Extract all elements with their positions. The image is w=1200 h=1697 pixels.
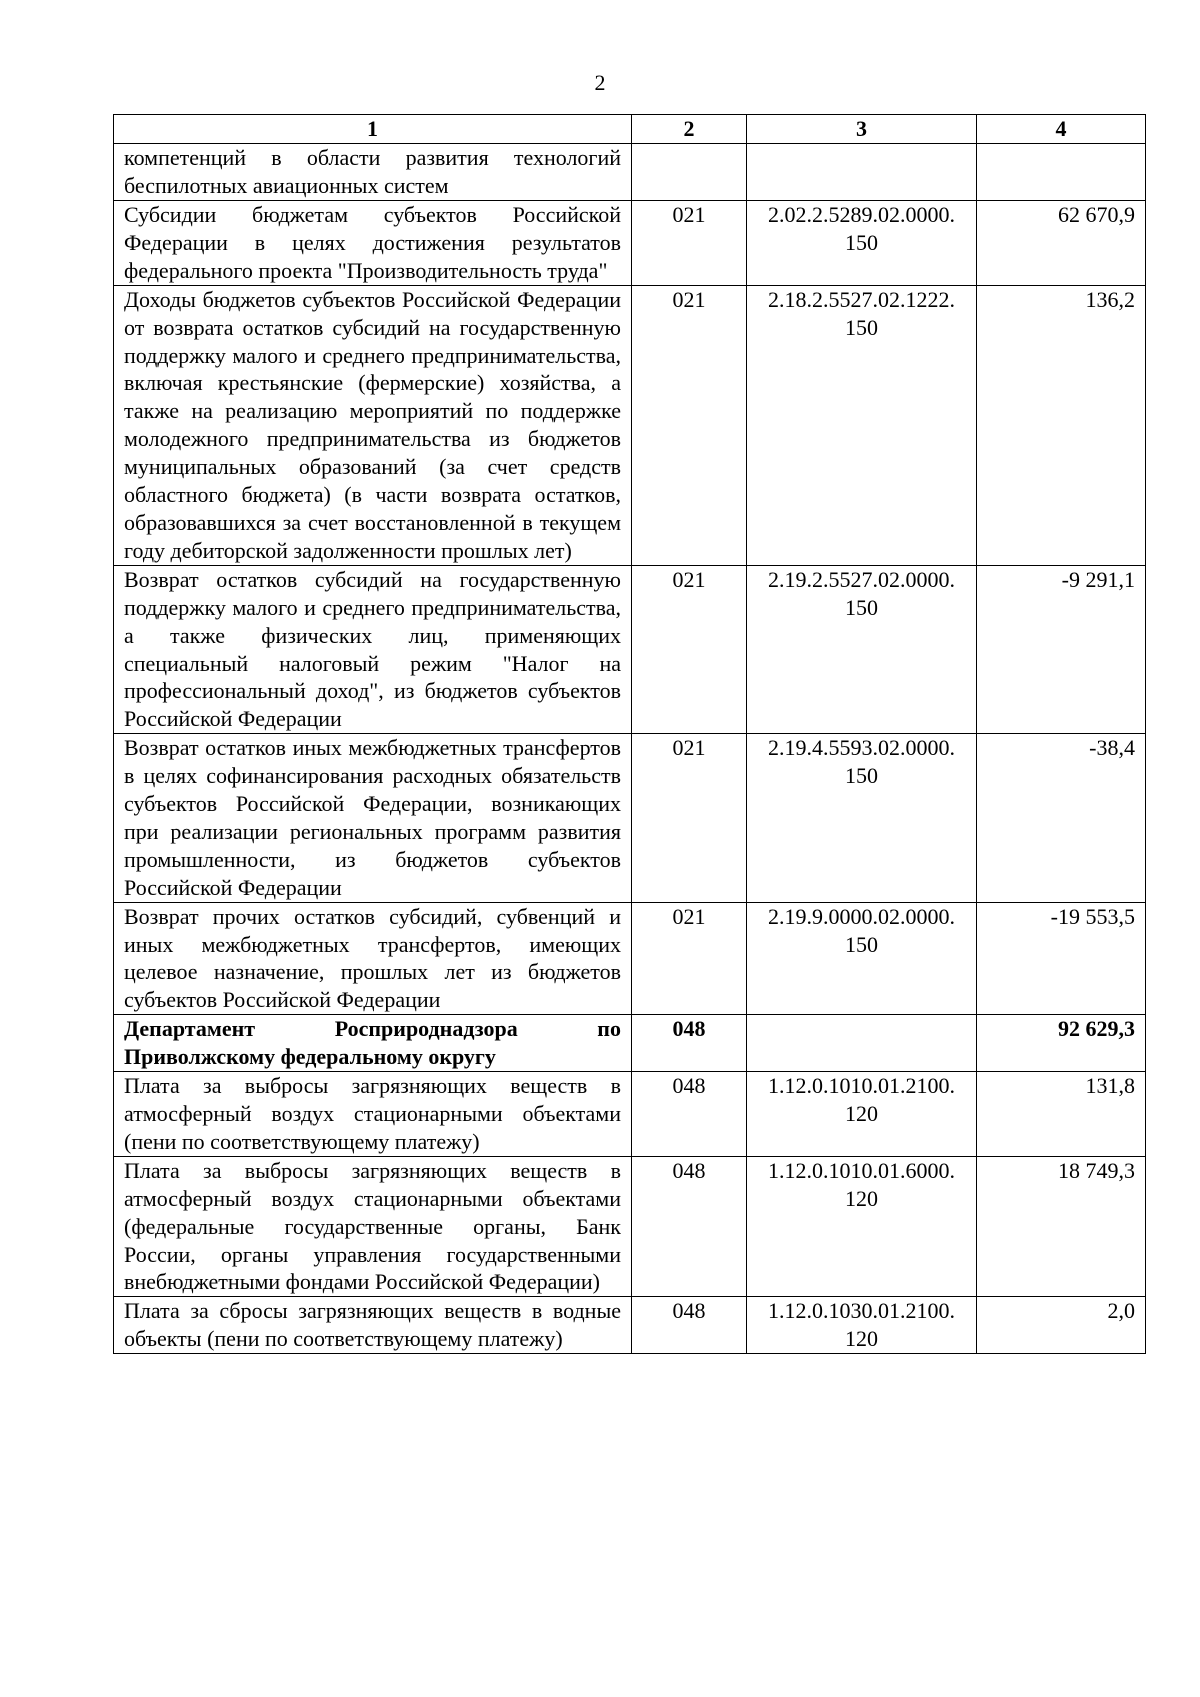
- table-row: [114, 285, 1146, 565]
- row-classification-code: 1.12.0.1010.01.2100. 120: [747, 1072, 977, 1157]
- row-amount: 131,8: [977, 1072, 1146, 1157]
- page-number: 2: [594, 70, 606, 95]
- row-amount: -19 553,5: [977, 902, 1146, 1015]
- row-amount: [977, 144, 1146, 201]
- table-row: [114, 902, 1146, 1015]
- row-amount: 136,2: [977, 285, 1146, 565]
- row-description: Плата за выбросы загрязняющих веществ в атмосферный воздух стационарными объектами (пени по соответствующему платежу): [114, 1072, 632, 1157]
- row-description: Доходы бюджетов субъектов Российской Федерации от возврата остатков субсидий на государственную поддержку малого и среднего предпринимательства, включая крестьянские (фермерские) хозяйства, а также на реализацию мероприятий по поддержке молодежного предпринимательства из бюджетов муниципальных образований (за счет средств областного бюджета) (в части возврата остатков, образовавшихся за счет восстановленной в текущем году дебиторской задолженности прошлых лет): [114, 285, 632, 565]
- table-row: [114, 1297, 1146, 1354]
- row-classification-code: 2.19.9.0000.02.0000. 150: [747, 902, 977, 1015]
- row-classification-code: 2.02.2.5289.02.0000. 150: [747, 201, 977, 286]
- row-amount: -9 291,1: [977, 565, 1146, 733]
- row-admin-code: [632, 144, 747, 201]
- column-header-3: 3: [747, 115, 977, 144]
- row-classification-code: 2.19.2.5527.02.0000. 150: [747, 565, 977, 733]
- row-classification-code: 2.18.2.5527.02.1222. 150: [747, 285, 977, 565]
- row-description: Департамент Росприроднадзора по Приволжскому федеральному округу: [114, 1015, 632, 1072]
- row-description: Возврат прочих остатков субсидий, субвенций и иных межбюджетных трансфертов, имеющих целевое назначение, прошлых лет из бюджетов субъектов Российской Федерации: [114, 902, 632, 1015]
- row-description: Плата за сбросы загрязняющих веществ в водные объекты (пени по соответствующему платежу): [114, 1297, 632, 1354]
- row-admin-code: 048: [632, 1072, 747, 1157]
- row-admin-code: 021: [632, 565, 747, 733]
- row-description: Субсидии бюджетам субъектов Российской Федерации в целях достижения результатов федерального проекта "Производительность труда": [114, 201, 632, 286]
- table-row-department-total: [114, 1015, 1146, 1072]
- row-admin-code: 021: [632, 902, 747, 1015]
- table-row: [114, 734, 1146, 902]
- row-classification-code: [747, 144, 977, 201]
- row-amount: 62 670,9: [977, 201, 1146, 286]
- row-classification-code: 1.12.0.1030.01.2100. 120: [747, 1297, 977, 1354]
- column-header-1: 1: [114, 115, 632, 144]
- row-admin-code: 021: [632, 734, 747, 902]
- table-row: [114, 1156, 1146, 1297]
- table-header-row: [114, 115, 1146, 144]
- row-admin-code: 048: [632, 1156, 747, 1297]
- column-header-4: 4: [977, 115, 1146, 144]
- row-amount: 2,0: [977, 1297, 1146, 1354]
- table-row: [114, 1072, 1146, 1157]
- table-row: [114, 565, 1146, 733]
- row-classification-code: 2.19.4.5593.02.0000. 150: [747, 734, 977, 902]
- column-header-2: 2: [632, 115, 747, 144]
- row-classification-code: 1.12.0.1010.01.6000. 120: [747, 1156, 977, 1297]
- row-description: Плата за выбросы загрязняющих веществ в атмосферный воздух стационарными объектами (федеральные государственные органы, Банк России, органы управления государственными внебюджетными фондами Российской Федерации): [114, 1156, 632, 1297]
- row-amount: -38,4: [977, 734, 1146, 902]
- row-description: Возврат остатков иных межбюджетных трансфертов в целях софинансирования расходных обязательств субъектов Российской Федерации, возникающих при реализации региональных программ развития промышленности, из бюджетов субъектов Российской Федерации: [114, 734, 632, 902]
- row-classification-code: [747, 1015, 977, 1072]
- row-admin-code: 048: [632, 1015, 747, 1072]
- row-amount: 18 749,3: [977, 1156, 1146, 1297]
- row-description: Возврат остатков субсидий на государственную поддержку малого и среднего предпринимательства, а также физических лиц, применяющих специальный налоговый режим "Налог на профессиональный доход", из бюджетов субъектов Российской Федерации: [114, 565, 632, 733]
- row-amount: 92 629,3: [977, 1015, 1146, 1072]
- table-row: [114, 201, 1146, 286]
- row-admin-code: 021: [632, 285, 747, 565]
- row-admin-code: 048: [632, 1297, 747, 1354]
- budget-income-table: [113, 114, 1146, 1354]
- row-description: компетенций в области развития технологий беспилотных авиационных систем: [114, 144, 632, 201]
- row-admin-code: 021: [632, 201, 747, 286]
- table-row: [114, 144, 1146, 201]
